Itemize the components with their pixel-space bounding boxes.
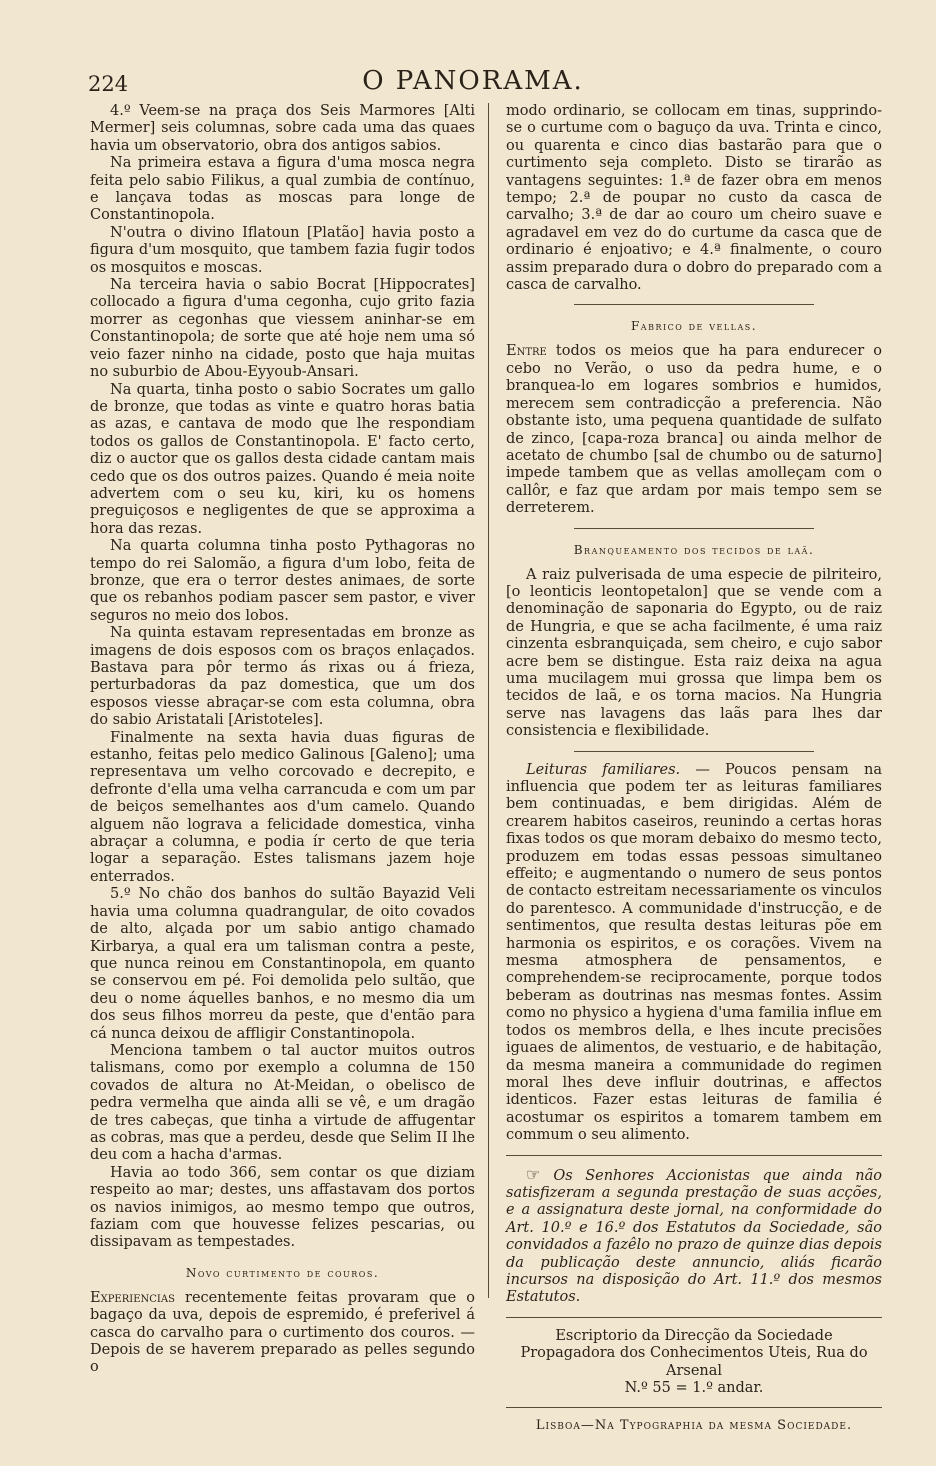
divider bbox=[574, 304, 815, 305]
notice-text bbox=[506, 1166, 882, 1307]
notice-body: Os Senhores Accionistas que ainda não satisfizeram a segunda prestação de suas acções, e a assignatura deste jornal, na conformidade do Art. 10.º e 16.º dos Estatutos da Sociedade, são convidados a fazêlo no prazo de quinze dias depois da publicação deste annuncio, aliás ficarão incursos na disposição do Art. 11.º dos mesmos Estatutos. bbox=[506, 1167, 882, 1306]
address-line: N.º 55 = 1.º andar. bbox=[624, 1380, 764, 1396]
paragraph-text: — Poucos pensam na influencia que podem ter as leituras familiares bem continuadas, e bem dirigidas. Além de crearem habitos caseiros, reunindo a certas horas fixas todos os que moram debaixo do mesmo tecto, produzem em todas essas pessoas simultaneo effeito; e augmentando o numero de seus pontos de contacto estreitam necessariamente os vinculos do parentesco. A communidade d'instrucção, e de sentimentos, que resulta destas leituras põe em harmonia os espiritos, e os corações. Vivem na mesma atmosphera de pensamentos, e comprehendem-se reciprocamente, porque todos beberam as doutrinas nas mesmas fontes. Assim como no physico a hygiena d'uma familia influe em todos os membros della, e lhes incute precisões iguaes de alimentos, de vestuario, e de habitação, da mesma maneira a communidade do regimen moral lhes deve influir doutrinas, e affectos identicos. Fazer estas leituras de familia é acostumar os espiritos a tomarem tambem em commum o seu alimento. bbox=[506, 761, 882, 1144]
leituras-title: Leituras familiares. bbox=[526, 761, 681, 778]
paragraph: Na primeira estava a figura d'uma mosca negra feita pelo sabio Filikus, a qual zumbia de contínuo, e lançava todas as moscas para longe de Constantinopola. bbox=[90, 155, 475, 224]
section-heading-couros: Novo curtimento de couros. bbox=[185, 1265, 380, 1280]
divider bbox=[506, 1317, 882, 1318]
divider bbox=[574, 528, 815, 529]
column-divider bbox=[488, 103, 489, 1298]
paragraph: Na quarta columna tinha posto Pythagoras no tempo do rei Salomão, a figura d'um lobo, feita de bronze, que era o terror destes animaes, de sorte que os rebanhos podiam pascer sem pastor, e viver seguros no meio dos lobos. bbox=[90, 538, 475, 624]
paragraph: Havia ao todo 366, sem contar os que diziam respeito ao mar; destes, uns affastavam dos portos os navios inimigos, ao mesmo tempo que outros, faziam com que houvesse felizes pescarias, ou dissipavam as tempestades. bbox=[90, 1164, 475, 1251]
divider bbox=[574, 751, 815, 752]
address-line: Escriptorio da Direcção da Sociedade Propagadora dos Conhecimentos Uteis, Rua do Arsenal bbox=[520, 1327, 868, 1379]
lead-word: Experiencias bbox=[90, 1289, 175, 1306]
section-heading-laa: Branqueamento dos tecidos de laã. bbox=[573, 542, 815, 557]
paragraph: Na quarta, tinha posto o sabio Socrates um gallo de bronze, que todas as vinte e quatro horas batia as azas, e cantava de modo que lhe respondiam todos os gallos de Constantinopola. E' facto certo, diz o auctor que os gallos desta cidade cantam mais cedo que os dos outros paizes. Quando é meia noite advertem com o seu ku, kiri, ku os homens preguiçosos e negligentes de que se approxima a hora das rezas. bbox=[90, 381, 475, 537]
paragraph: N'outra o divino Iflatoun [Platão] havia posto a figura d'um mosquito, que tambem fazia fugir todos os mosquitos e moscas. bbox=[90, 224, 475, 276]
right-column bbox=[506, 103, 882, 1433]
paragraph: Menciona tambem o tal auctor muitos outros talismans, como por exemplo a columna de 150 covados de altura no At-Meidan, o obelisco de pedra vermelha que ainda alli se vê, e um dragão de tres cabeças, que tinha a virtude de affugentar as cobras, mas que a perdeu, desde que Selim II lhe deu com a hacha d'armas. bbox=[90, 1042, 475, 1164]
paragraph-laa: A raiz pulverisada de uma especie de pilriteiro, [o leonticis leontopetalon] que se vende com a denominação de saponaria do Egypto, ou de raiz de Hungria, e que se acha facilmente, é uma raiz cinzenta esbranquiçada, sem cheiro, e cujo sabor acre bem se distingue. Esta raiz deixa na agua uma mucilagem mui grossa que limpa bem os tecidos de laã, e os torna macios. Na Hungria serve nas lavagens das laãs para lhes dar consistencia e flexibilidade. bbox=[506, 566, 882, 740]
imprint: Lisboa—Na Typographia da mesma Sociedade. bbox=[535, 1418, 853, 1434]
section-heading-vellas: Fabrico de vellas. bbox=[630, 319, 758, 334]
paragraph-couros bbox=[90, 1290, 475, 1377]
notice-block bbox=[506, 1166, 882, 1307]
pointing-hand-icon: ☞ bbox=[526, 1164, 554, 1184]
page-number: 224 bbox=[88, 72, 129, 96]
page-header bbox=[88, 66, 858, 100]
paragraph-couros-continued: modo ordinario, se collocam em tinas, supprindo-se o curtume com o baguço da uva. Trinta e cinco, ou quarenta e cinco dias bastarão para que o curtimento seja completo. Disto se tirarão as vantagens seguintes: 1.ª de fazer obra em menos tempo; 2.ª de poupar no custo da casca de carvalho; 3.ª de dar ao couro um cheiro suave e agradavel em vez do do curtume da casca que de ordinario é enjoativo; e 4.ª finalmente, o couro assim preparado dura o dobro do preparado com a casca de carvalho. bbox=[506, 103, 882, 294]
divider bbox=[506, 1155, 882, 1156]
divider bbox=[506, 1407, 882, 1408]
paragraph: 4.º Veem-se na praça dos Seis Marmores [Alti Mermer] seis columnas, sobre cada uma das quaes havia um observatorio, obra dos antigos sabios. bbox=[90, 103, 475, 154]
paragraph: Na terceira havia o sabio Bocrat [Hippocrates] collocado a figura d'uma cegonha, cujo grito fazia morrer as cegonhas que viessem aninhar-se em Constantinopola; de sorte que até hoje nem uma só veio fazer ninho na cidade, posto que haja muitas no suburbio de Abou-Eyyoub-Ansari. bbox=[90, 277, 475, 381]
lead-word: Entre bbox=[506, 343, 547, 360]
left-column bbox=[90, 103, 475, 1377]
paragraph: Finalmente na sexta havia duas figuras de estanho, feitas pelo medico Galinous [Galeno]; uma representava um velho corcovado e decrepito, e defronte d'ella uma velha carrancuda e com um par de beiços semelhantes aos d'um camelo. Quando alguem não lograva a felicidade domestica, vinha abraçar a columna, e podia ír certo de que teria logar a separação. Estes talismans jazem hoje enterrados. bbox=[90, 729, 475, 885]
paragraph-leituras bbox=[506, 762, 882, 1145]
paragraph: Na quinta estavam representadas em bronze as imagens de dois esposos com os braços enlaçados. Bastava para pôr termo ás rixas ou á frieza, perturbadoras da paz domestica, que um dos esposos viesse abraçar-se com esta columna, obra do sabio Aristatali [Aristoteles]. bbox=[90, 625, 475, 729]
paragraph-text: todos os meios que ha para endurecer o cebo no Verão, o uso da pedra hume, e o branquea-lo em logares sombrios e humidos, merecem sem contradicção a preferencia. Não obstante isto, uma pequena quantidade de sulfato de zinco, [capa-roza branca] ou ainda melhor de acetato de chumbo [sal de chumbo ou de saturno] impede tambem que as vellas amolleçam com o callôr, e faz que ardam por mais tempo sem se derreterem. bbox=[506, 343, 882, 517]
paragraph-text: recentemente feitas provaram que o bagaço da uva, depois de espremido, é preferivel á casca do carvalho para o curtimento dos couros. — Depois de se haverem preparado as pelles segundo o bbox=[90, 1289, 475, 1376]
journal-title: O PANORAMA. bbox=[362, 66, 584, 96]
address-block bbox=[506, 1328, 882, 1398]
paragraph-vellas bbox=[506, 343, 882, 517]
paragraph: 5.º No chão dos banhos do sultão Bayazid Veli havia uma columna quadrangular, de oito covados de alto, alçada por um sabio antigo chamado Kirbarya, a qual era um talisman contra a peste, que nunca reinou em Constantinopola, em quanto se conservou em pé. Foi demolida pelo sultão, que deu o nome áquelles banhos, e no mesmo dia um dos seus filhos morreu da peste, que d'então para cá nunca deixou de affligir Constantinopola. bbox=[90, 886, 475, 1042]
